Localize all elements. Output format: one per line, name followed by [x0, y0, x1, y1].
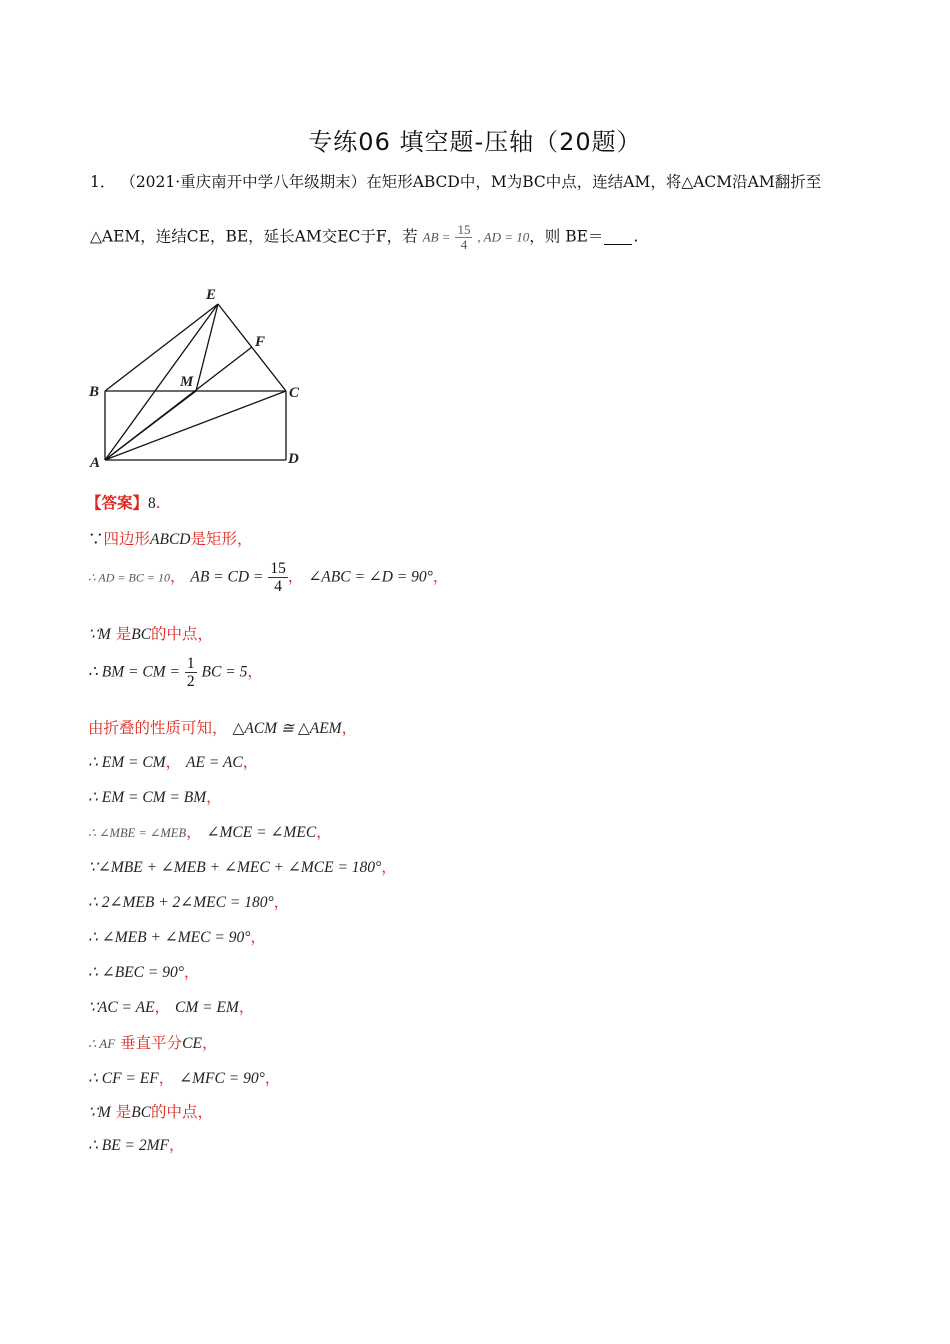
step-16-text-a: 是: [115, 1103, 132, 1121]
solution-step-2: [88, 560, 448, 595]
given-ab-numerator: 15: [457, 222, 471, 237]
step-15-comma: ，: [158, 1069, 175, 1087]
solution-step-1: [88, 527, 253, 549]
label-f: F: [255, 334, 266, 350]
answer-period: .: [155, 494, 161, 512]
step-9-math: ∵∠MBE + ∠MEB + ∠MEC + ∠MCE = 180°: [88, 859, 382, 876]
step-13-end: ，: [238, 998, 255, 1016]
step-13-math-a: ∵AC = AE: [88, 999, 155, 1016]
step-8-math-b: ∠MCE = ∠MEC: [206, 824, 317, 841]
answer-value: 8: [148, 495, 156, 512]
step-1-text-b: 是矩形，: [190, 530, 253, 548]
step-4-math-a: ∴ BM = CM =: [88, 663, 180, 681]
step-8-end: ，: [316, 823, 332, 841]
step-5-math: △ACM ≅ △AEM: [232, 720, 342, 737]
step-2-math-b: AB = CD =: [190, 568, 264, 586]
answer-bracket: 【答案】: [86, 493, 149, 512]
step-4-denominator: 2: [186, 673, 195, 690]
step-2-fraction: [268, 560, 288, 595]
given-ab-fraction: [455, 223, 472, 252]
step-12-end: ，: [183, 963, 200, 981]
answer-line: [86, 491, 161, 513]
because-symbol: ∵: [88, 530, 104, 548]
step-4-numerator: 1: [186, 655, 195, 672]
step-6-math-b: AE = AC: [186, 754, 243, 771]
step-11-end: ，: [250, 928, 266, 946]
label-b: B: [89, 384, 100, 400]
step-4-math-b: BC = 5: [201, 663, 248, 681]
segment-ae: [105, 304, 218, 460]
step-1-math: ABCD: [150, 531, 191, 548]
label-e: E: [206, 287, 217, 303]
step-14-text: 垂直平分: [120, 1034, 183, 1052]
given-ab-label: AB =: [422, 229, 451, 245]
step-10-end: ，: [273, 893, 290, 911]
solution-step-3: [88, 622, 213, 644]
geometry-figure: [80, 280, 320, 475]
step-7-end: ，: [206, 788, 222, 806]
problem-statement-line-1: 在矩形ABCD中，M为BC中点，连结AM，将△ACM沿AM翻折至: [366, 173, 822, 191]
step-2-denominator: 4: [274, 578, 282, 595]
step-2-comma-3: ，: [432, 567, 449, 586]
step-2-numerator: 15: [270, 560, 286, 577]
step-1-text-a: 四边形: [103, 530, 151, 548]
step-3-math-b: BC: [131, 626, 152, 643]
step-14-end: ，: [201, 1034, 218, 1052]
step-12-math: ∴ ∠BEC = 90°: [88, 964, 184, 981]
step-2-math-a: ∴ AD = BC = 10: [88, 570, 170, 585]
page-title: 专练06 填空题-压轴（20题）: [308, 128, 642, 156]
solution-step-5: [88, 716, 357, 738]
problem-line-2: [90, 223, 638, 252]
step-7-math: ∴ EM = CM = BM: [88, 789, 207, 806]
step-5-text: 由折叠的性质可知，: [88, 719, 228, 737]
step-2-comma-1: ，: [169, 567, 186, 586]
step-13-math-b: CM = EM: [175, 999, 239, 1016]
problem-period: .: [633, 227, 639, 246]
label-m: M: [180, 374, 194, 390]
solution-step-17: [88, 1133, 185, 1155]
segment-am: [105, 391, 196, 460]
step-9-end: ，: [381, 858, 397, 876]
segment-ac: [105, 391, 286, 460]
step-10-math: ∴ 2∠MEB + 2∠MEC = 180°: [88, 894, 274, 911]
step-16-math-b: BC: [131, 1104, 152, 1121]
answer-blank: [604, 232, 632, 245]
segment-be: [105, 304, 218, 391]
problem-number: 1．: [90, 173, 116, 191]
solution-step-13: [88, 995, 254, 1017]
solution-step-16: [88, 1100, 213, 1122]
given-ab-denominator: 4: [460, 237, 468, 252]
solution-step-11: [88, 925, 266, 947]
given-ad: , AD = 10: [477, 229, 530, 245]
label-c: C: [289, 385, 300, 401]
step-4-end: ，: [247, 662, 263, 681]
step-15-end: ，: [264, 1069, 281, 1087]
step-8-math-a: ∴ ∠MBE = ∠MEB: [88, 826, 187, 840]
step-6-end: ，: [242, 753, 259, 771]
label-a: A: [90, 455, 101, 471]
problem-line-1: [90, 170, 821, 192]
solution-step-12: [88, 960, 199, 982]
problem-statement-line-2: △AEM，连结CE，BE，延长AM交EC于F，若: [90, 227, 418, 246]
step-15-math-a: ∴ CF = EF: [88, 1070, 159, 1087]
problem-question: ，则 BE＝: [529, 227, 604, 246]
step-8-comma: ，: [186, 823, 202, 841]
segment-me: [196, 304, 218, 391]
solution-step-6: [88, 750, 258, 772]
step-3-math-a: ∵M: [88, 626, 111, 643]
step-6-math-a: ∴ EM = CM: [88, 754, 166, 771]
step-16-math-a: ∵M: [88, 1104, 111, 1121]
step-4-fraction: [185, 655, 197, 690]
solution-step-15: [88, 1066, 280, 1088]
label-d: D: [288, 451, 299, 467]
step-16-text-b: 的中点，: [151, 1103, 214, 1121]
step-17-end: ，: [169, 1136, 185, 1154]
step-3-text-b: 的中点，: [151, 625, 214, 643]
step-11-math: ∴ ∠MEB + ∠MEC = 90°: [88, 929, 251, 946]
step-3-text-a: 是: [115, 625, 132, 643]
solution-step-7: [88, 785, 222, 807]
problem-source: （2021·重庆南开中学八年级期末）: [120, 173, 367, 191]
step-6-comma: ，: [165, 753, 182, 771]
step-2-math-c: ∠ABC = ∠D = 90°: [308, 568, 433, 586]
solution-step-10: [88, 890, 289, 912]
step-14-math-a: ∴ AF: [88, 1036, 116, 1051]
solution-step-4: [88, 655, 263, 690]
step-2-comma-2: ，: [287, 567, 304, 586]
solution-step-9: [88, 855, 397, 877]
step-5-end: ，: [341, 719, 358, 737]
solution-step-8: [88, 820, 332, 842]
step-14-math-b: CE: [182, 1035, 202, 1052]
step-13-comma: ，: [154, 998, 171, 1016]
step-15-math-b: ∠MFC = 90°: [179, 1070, 265, 1087]
step-17-math: ∴ BE = 2MF: [88, 1137, 170, 1154]
solution-step-14: [88, 1031, 217, 1053]
